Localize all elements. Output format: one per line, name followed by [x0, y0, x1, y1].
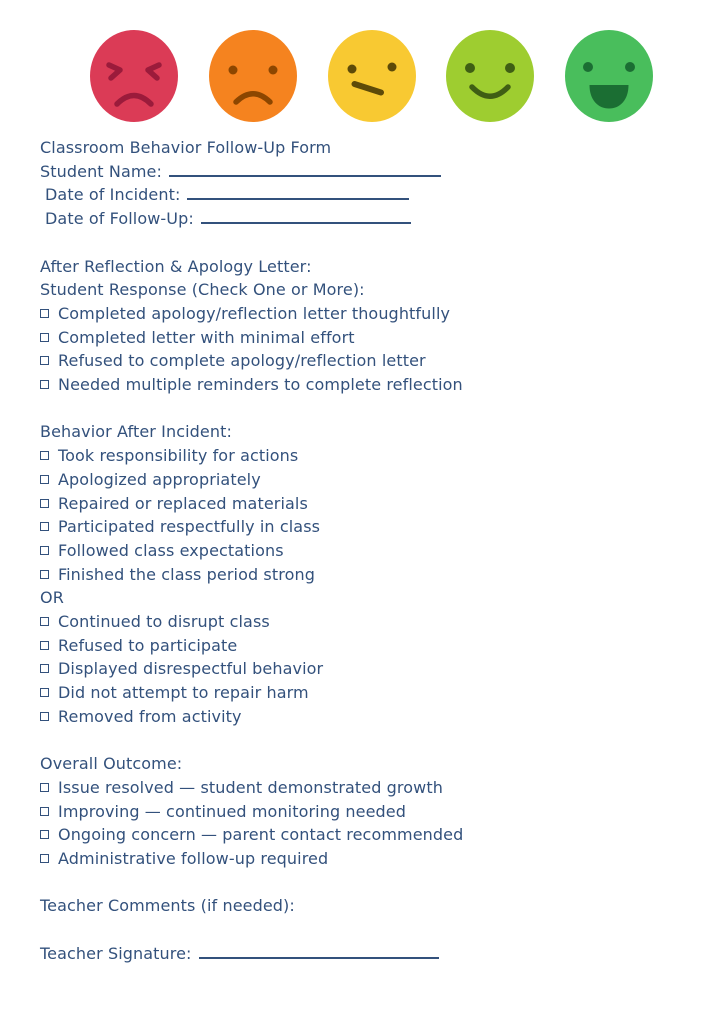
checklist-item — [40, 326, 700, 350]
checklist-item — [40, 705, 700, 729]
teacher-comments-label: Teacher Comments (if needed): — [40, 896, 295, 916]
checklist-item — [40, 681, 700, 705]
teacher-signature-field[interactable] — [199, 956, 439, 959]
checklist-item — [40, 563, 700, 587]
teacher-signature-block — [40, 942, 700, 966]
checklist-item-label: Completed letter with minimal effort — [58, 327, 355, 347]
date-of-incident-row — [40, 183, 700, 207]
checkbox[interactable] — [40, 807, 49, 816]
checklist-item — [40, 823, 700, 847]
checklist-item-label: Administrative follow-up required — [58, 849, 329, 869]
checklist-item-label: Issue resolved — student demonstrated growth — [58, 777, 443, 797]
section-reflection — [40, 255, 700, 397]
teacher-comments-block — [40, 894, 700, 918]
section-outcome — [40, 752, 700, 871]
checklist-item — [40, 515, 700, 539]
checklist-item — [40, 657, 700, 681]
form-body — [40, 136, 700, 966]
mood-scale — [90, 30, 653, 122]
neutral-face-icon — [328, 30, 416, 122]
date-of-incident-field[interactable] — [187, 197, 409, 200]
checkbox[interactable] — [40, 522, 49, 531]
checkbox[interactable] — [40, 783, 49, 792]
section-behavior-heading: Behavior After Incident: — [40, 422, 232, 442]
checkbox[interactable] — [40, 356, 49, 365]
checkbox[interactable] — [40, 475, 49, 484]
date-of-follow-up-field[interactable] — [201, 221, 411, 224]
checkbox[interactable] — [40, 830, 49, 839]
checkbox[interactable] — [40, 664, 49, 673]
happy-face-icon — [446, 30, 534, 122]
reflection-checklist — [40, 302, 700, 397]
checklist-item — [40, 634, 700, 658]
checklist-item — [40, 847, 700, 871]
behavior-negative-checklist — [40, 610, 700, 729]
checklist-item — [40, 302, 700, 326]
section-reflection-heading: After Reflection & Apology Letter: — [40, 256, 312, 276]
checkbox[interactable] — [40, 688, 49, 697]
date-of-incident-label: Date of Incident: — [45, 185, 181, 205]
checklist-item-label: Continued to disrupt class — [58, 612, 270, 632]
checklist-item-label: Did not attempt to repair harm — [58, 683, 309, 703]
checkbox[interactable] — [40, 380, 49, 389]
student-name-label: Student Name: — [40, 161, 162, 181]
checkbox[interactable] — [40, 570, 49, 579]
section-behavior — [40, 420, 700, 728]
checkbox[interactable] — [40, 451, 49, 460]
checkbox[interactable] — [40, 333, 49, 342]
checklist-item — [40, 373, 700, 397]
checklist-item-label: Removed from activity — [58, 706, 242, 726]
teacher-signature-label: Teacher Signature: — [40, 943, 192, 963]
student-name-field[interactable] — [169, 174, 441, 177]
checklist-item-label: Apologized appropriately — [58, 469, 261, 489]
outcome-checklist — [40, 776, 700, 871]
checkbox[interactable] — [40, 617, 49, 626]
checklist-item — [40, 776, 700, 800]
section-outcome-heading: Overall Outcome: — [40, 754, 183, 774]
checkbox[interactable] — [40, 499, 49, 508]
or-label: OR — [40, 588, 64, 608]
checkbox[interactable] — [40, 712, 49, 721]
checkbox[interactable] — [40, 641, 49, 650]
date-of-follow-up-label: Date of Follow-Up: — [45, 209, 194, 229]
behavior-positive-checklist — [40, 444, 700, 586]
checkbox[interactable] — [40, 546, 49, 555]
checklist-item — [40, 800, 700, 824]
checklist-item — [40, 610, 700, 634]
checklist-item-label: Displayed disrespectful behavior — [58, 659, 324, 679]
checklist-item-label: Finished the class period strong — [58, 564, 315, 584]
very-happy-face-icon — [565, 30, 653, 122]
checklist-item-label: Participated respectfully in class — [58, 517, 321, 537]
checklist-item — [40, 492, 700, 516]
teacher-signature-row — [40, 942, 700, 966]
student-name-row — [40, 160, 700, 184]
section-reflection-subheading: Student Response (Check One or More): — [40, 280, 365, 300]
checklist-item-label: Refused to complete apology/reflection letter — [58, 351, 426, 371]
form-title: Classroom Behavior Follow-Up Form — [40, 138, 332, 157]
checklist-item-label: Refused to participate — [58, 635, 238, 655]
checklist-item-label: Repaired or replaced materials — [58, 493, 308, 513]
checkbox[interactable] — [40, 854, 49, 863]
date-of-follow-up-row — [40, 207, 700, 231]
checklist-item — [40, 349, 700, 373]
checklist-item-label: Took responsibility for actions — [58, 446, 299, 466]
checklist-item-label: Improving — continued monitoring needed — [58, 801, 406, 821]
angry-face-icon — [90, 30, 178, 122]
checklist-item-label: Needed multiple reminders to complete reflection — [58, 375, 463, 395]
checkbox[interactable] — [40, 309, 49, 318]
checklist-item-label: Ongoing concern — parent contact recommended — [58, 825, 464, 845]
sad-face-icon — [209, 30, 297, 122]
checklist-item — [40, 539, 700, 563]
checklist-item-label: Completed apology/reflection letter thoughtfully — [58, 303, 451, 323]
checklist-item — [40, 468, 700, 492]
checklist-item-label: Followed class expectations — [58, 540, 284, 560]
checklist-item — [40, 444, 700, 468]
